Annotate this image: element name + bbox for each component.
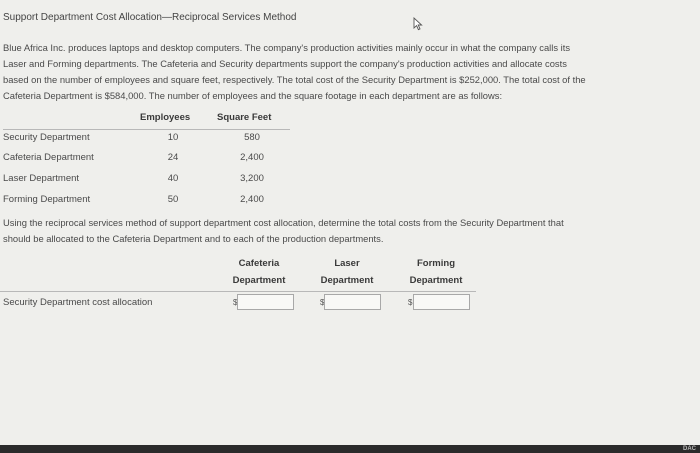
employees-value: 50	[167, 194, 179, 205]
question-line: Using the reciprocal services method of support department cost allocation, determine the total costs from the Security Department that	[3, 217, 564, 228]
column-header-line: Forming	[417, 258, 455, 269]
question-text	[3, 215, 697, 247]
department-name: Forming Department	[3, 194, 91, 205]
mouse-cursor-icon	[413, 17, 425, 31]
column-header-cafeteria	[222, 255, 296, 289]
square-feet-value: 2,400	[240, 152, 264, 163]
currency-symbol: $	[233, 298, 238, 307]
header-divider	[3, 129, 290, 130]
department-name: Security Department	[3, 132, 90, 143]
square-feet-value: 2,400	[240, 194, 264, 205]
column-header-laser	[310, 255, 384, 289]
description-line: Cafeteria Department is $584,000. The number of employees and the square footage in each department are as follows:	[3, 90, 503, 101]
table-row	[3, 194, 293, 210]
page-title: Support Department Cost Allocation—Reciprocal Services Method	[3, 12, 297, 23]
currency-symbol: $	[320, 298, 325, 307]
problem-description	[3, 40, 697, 104]
currency-symbol: $	[408, 298, 413, 307]
square-feet-value: 3,200	[240, 173, 264, 184]
department-name: Cafeteria Department	[3, 152, 94, 163]
column-header-line: Laser	[334, 258, 360, 269]
table-row	[3, 173, 293, 189]
brand-label: DAC	[683, 446, 696, 452]
square-feet-header: Square Feet	[217, 112, 272, 123]
cafeteria-allocation-input[interactable]	[237, 294, 294, 310]
description-line: Blue Africa Inc. produces laptops and desktop computers. The company's production activities mainly occur in what the company calls its	[3, 42, 571, 53]
employees-value: 40	[167, 173, 179, 184]
column-header-line: Cafeteria	[238, 258, 280, 269]
question-line: should be allocated to the Cafeteria Department and to each of the production departments.	[3, 233, 384, 244]
column-header-line: Department	[232, 275, 286, 286]
forming-allocation-input[interactable]	[413, 294, 470, 310]
column-header-line: Department	[320, 275, 374, 286]
employees-value: 10	[167, 132, 179, 143]
column-header-forming	[398, 255, 474, 289]
laser-allocation-input[interactable]	[324, 294, 381, 310]
employees-header: Employees	[140, 112, 191, 123]
description-line: Laser and Forming departments. The Cafeteria and Security departments support the company's production activities and allocate costs	[3, 58, 567, 69]
department-name: Laser Department	[3, 173, 80, 184]
employees-value: 24	[167, 152, 179, 163]
table-row	[3, 152, 293, 168]
taskbar	[0, 445, 700, 453]
allocation-table	[0, 255, 700, 315]
square-feet-value: 580	[244, 132, 260, 143]
column-header-line: Department	[409, 275, 463, 286]
description-line: based on the number of employees and square feet, respectively. The total cost of the Security Department is $252,000. The total cost of the	[3, 74, 586, 85]
table-row	[3, 132, 293, 148]
allocation-row-label: Security Department cost allocation	[3, 297, 153, 308]
allocation-divider	[0, 291, 476, 292]
